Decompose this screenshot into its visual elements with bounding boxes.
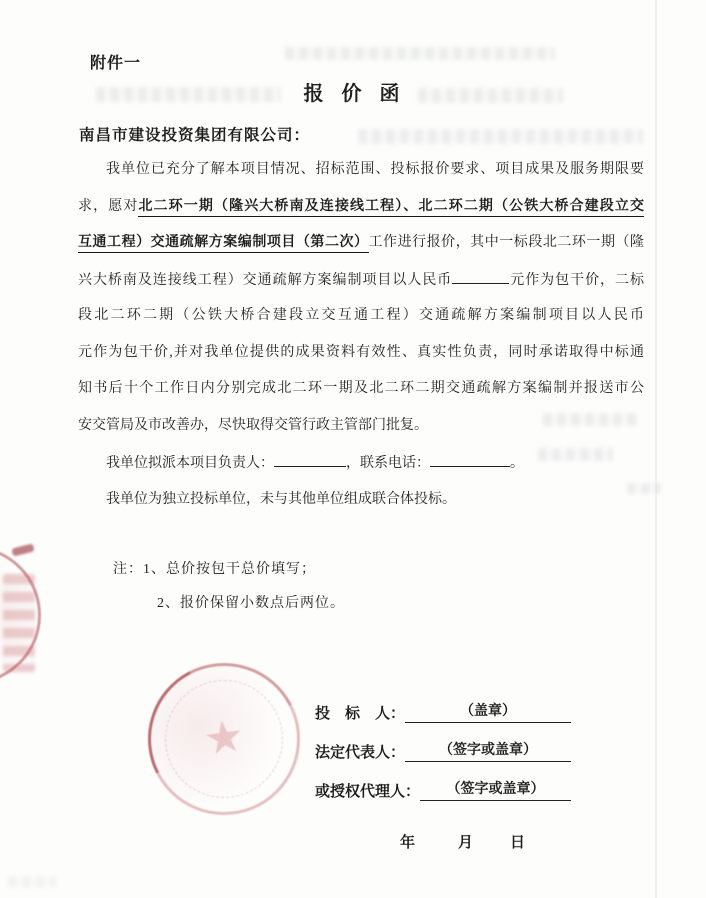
- price-blank-field: [452, 269, 509, 284]
- red-seal-fleck: [11, 543, 34, 556]
- body-line: [78, 378, 644, 399]
- body-text: 安交管局及市改善办，尽快取得交管行政主管部门批复。: [78, 418, 428, 433]
- body-text: 兴大桥南及连接线工程）交通疏解方案编制项目以人民币: [78, 273, 453, 288]
- bleed-through-mark: [285, 47, 555, 60]
- bleed-through-mark: [358, 129, 643, 144]
- date-month-label: 月: [458, 835, 474, 851]
- legal-representative-signature-line: （签字或盖章）: [405, 742, 571, 762]
- document-title: 报 价 函: [303, 83, 403, 105]
- red-company-seal: [148, 663, 300, 815]
- date-day-label: 日: [510, 835, 526, 851]
- legal-representative-label: 法定代表人：: [315, 745, 406, 761]
- note-line-2: 2、报价保留小数点后两位。: [157, 596, 345, 611]
- body-line: [78, 159, 644, 180]
- body-line: [78, 305, 644, 326]
- date-year-label: 年: [400, 835, 416, 851]
- body-line: [78, 232, 644, 253]
- responsible-text: 我单位拟派本项目负责人：: [106, 456, 274, 471]
- bleed-through-mark: [8, 876, 56, 887]
- scan-edge-line: [655, 0, 657, 898]
- authorized-agent-label: 或授权代理人：: [315, 784, 421, 800]
- project-name-emphasis: 互通工程）交通疏解方案编制项目（第二次）: [78, 235, 369, 253]
- signature-row-legal-representative: [315, 741, 571, 762]
- body-line: [78, 269, 644, 291]
- bidder-label: 投 标 人：: [315, 706, 406, 722]
- independent-bid-line: [78, 489, 644, 510]
- red-seal-characters: [3, 574, 35, 672]
- recipient-line: 南昌市建设投资集团有限公司：: [79, 127, 311, 144]
- body-text: 工作进行报价，其中一标段北二环一期（隆: [368, 235, 645, 250]
- bidder-signature-line: （盖章）: [405, 703, 571, 723]
- responsible-name-blank: [274, 452, 346, 467]
- independent-text: 我单位为独立投标单位，未与其他单位组成联合体投标。: [106, 492, 456, 507]
- signature-row-authorized-agent: [315, 780, 571, 801]
- body-line: [78, 342, 644, 363]
- body-text: 我单位已充分了解本项目情况、招标范围、投标报价要求、项目成果及服务期限要: [106, 162, 644, 177]
- seal-star-icon: [204, 718, 245, 759]
- body-text: 求，愿对: [78, 199, 139, 214]
- responsible-text: 。: [510, 456, 524, 471]
- body-line: [78, 415, 644, 436]
- responsible-text: ，联系电话：: [346, 456, 430, 471]
- responsible-person-line: [78, 452, 644, 474]
- note-line-1: 注：1、总价按包干总价填写；: [113, 562, 316, 577]
- attachment-label: 附件一: [90, 55, 142, 72]
- body-text: 元作为包干价,并对我单位提供的成果资料有效性、真实性负责，同时承诺取得中标通: [78, 345, 644, 360]
- project-name-emphasis: 北二环一期（隆兴大桥南及连接线工程）、北二环二期（公铁大桥合建段立交: [138, 199, 644, 217]
- body-line: [78, 196, 644, 217]
- body-text: 元作为包干价，二标: [509, 273, 645, 288]
- body-text: 知书后十个工作日内分别完成北二环一期及北二环二期交通疏解方案编制并报送市公: [78, 381, 644, 396]
- authorized-agent-signature-line: （签字或盖章）: [420, 781, 571, 801]
- phone-blank: [430, 452, 510, 467]
- body-text: 段北二环二期（公铁大桥合建段立交互通工程）交通疏解方案编制项目以人民币: [78, 308, 644, 323]
- signature-row-bidder: [315, 702, 571, 723]
